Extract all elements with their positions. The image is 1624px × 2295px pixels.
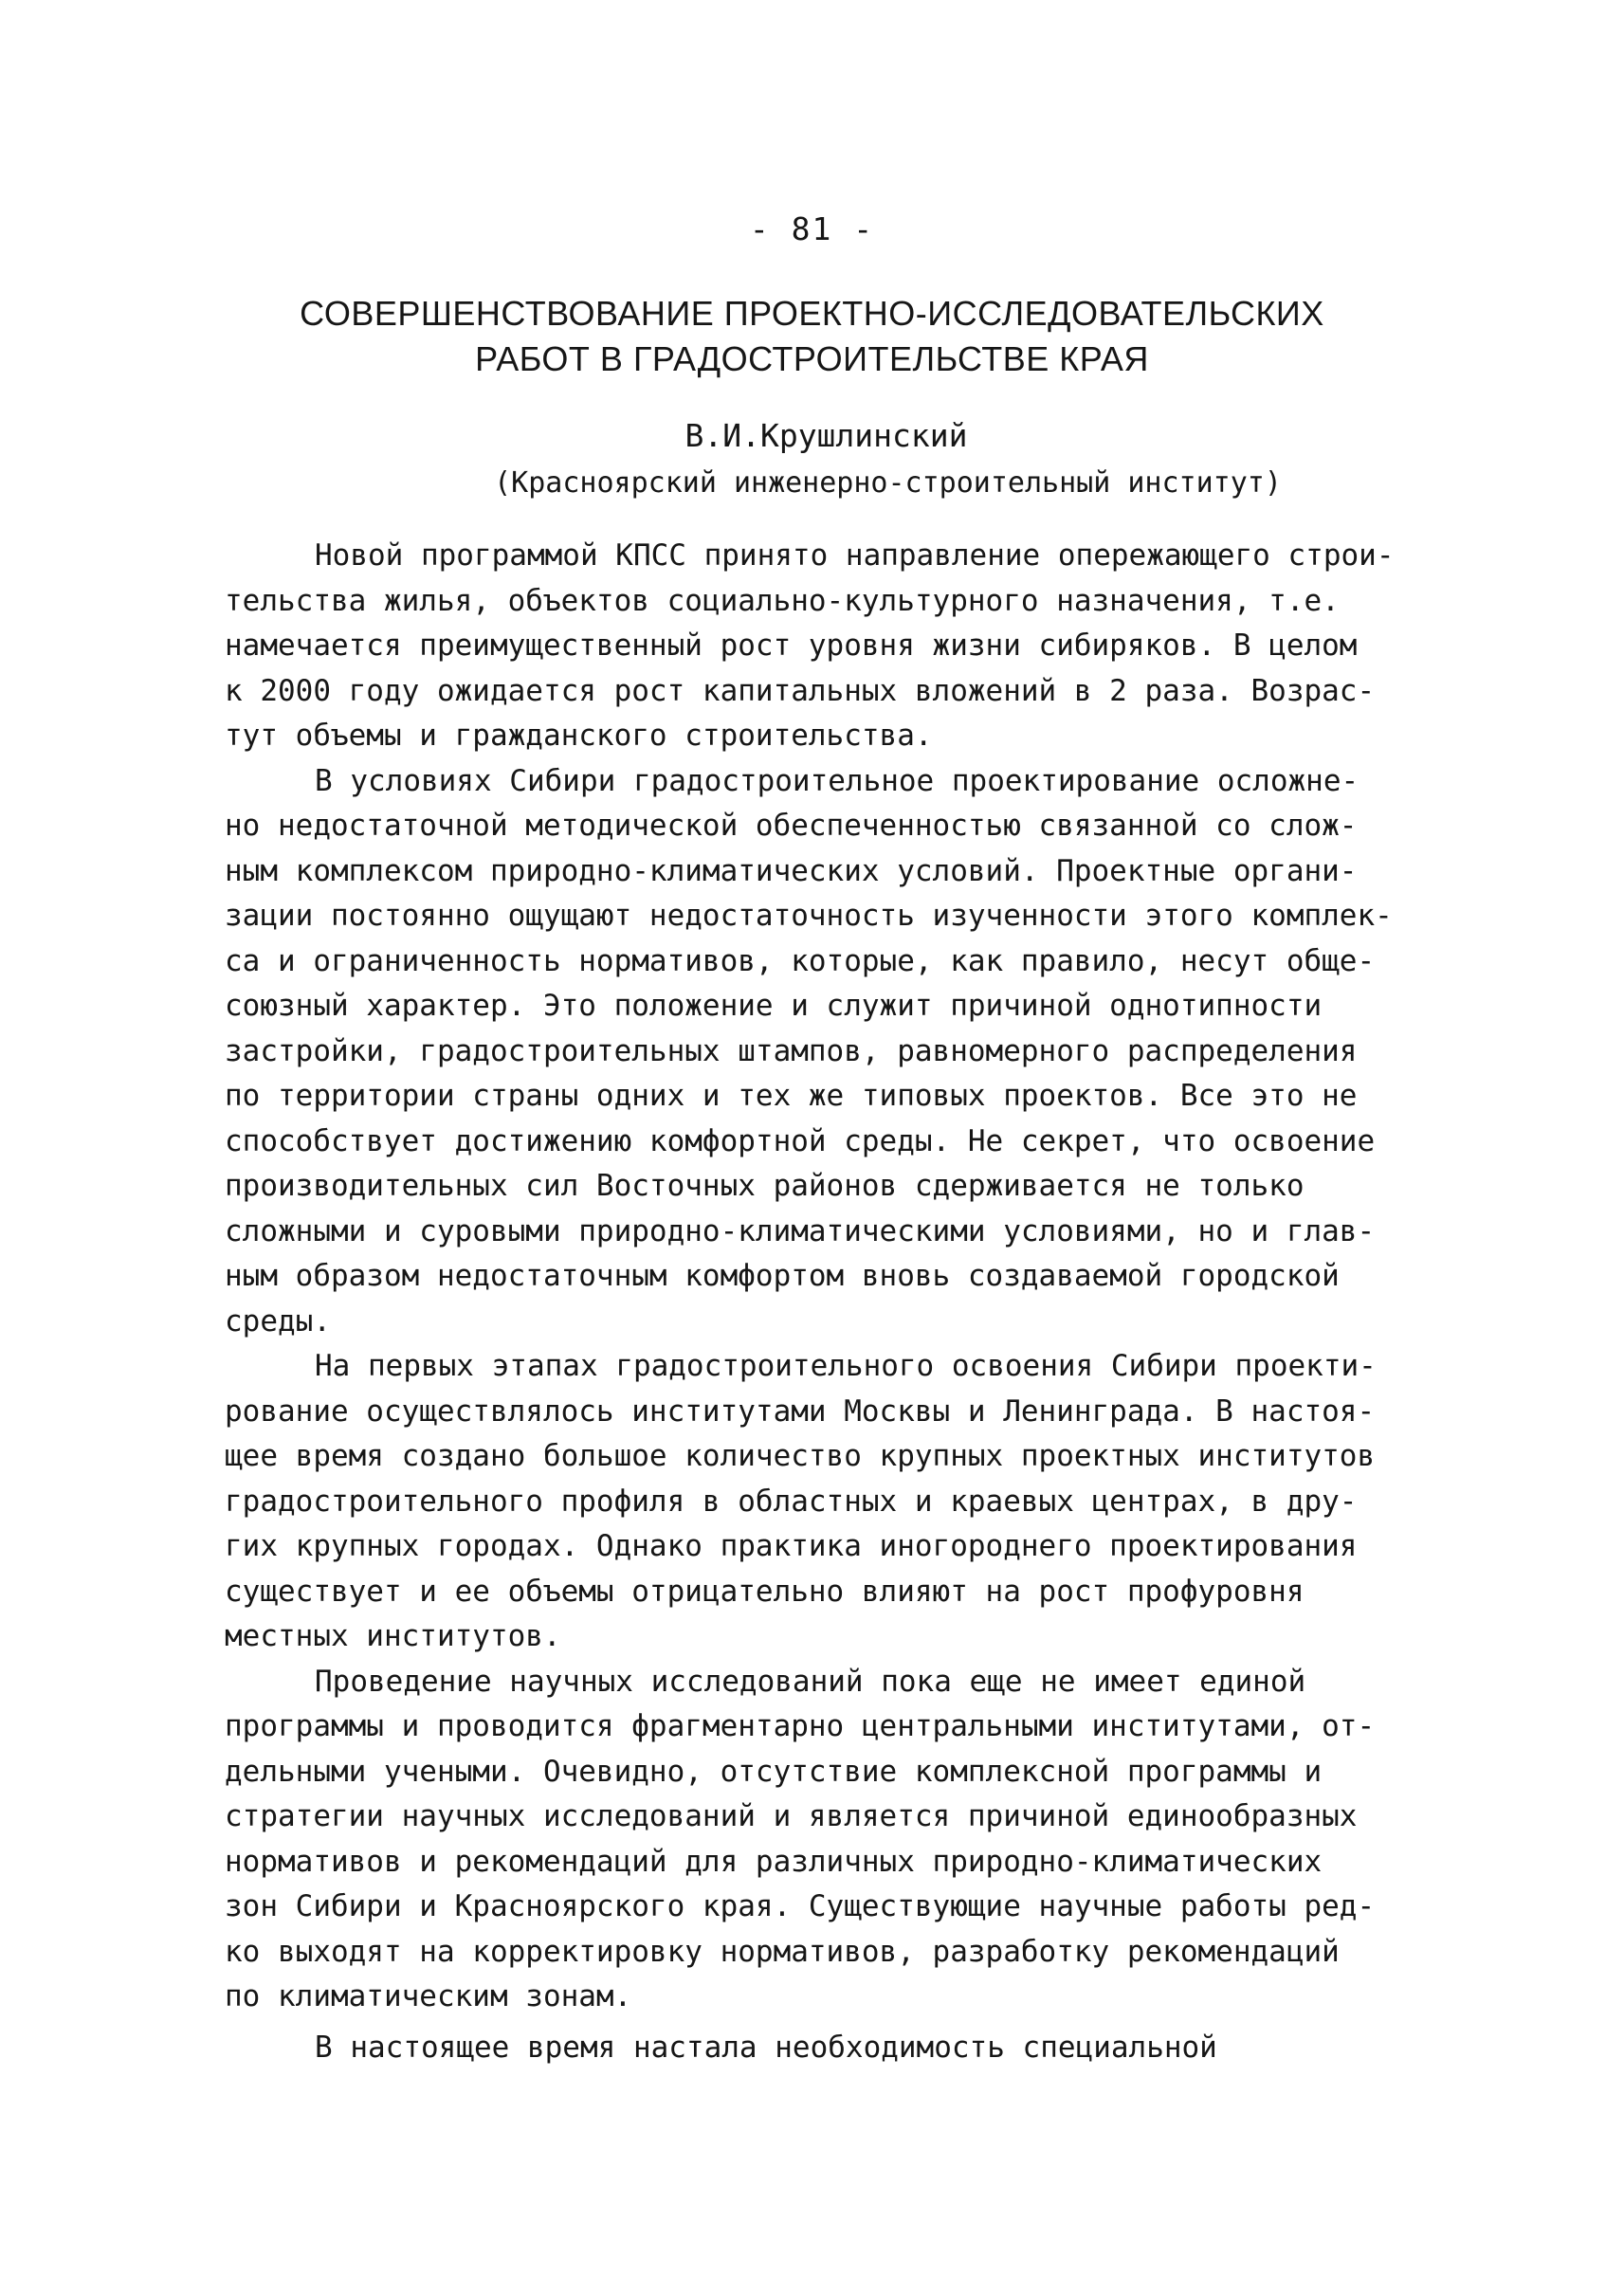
- body-line: способствует достижению комфортной среды. Не секрет, что освоение: [225, 1123, 1376, 1158]
- body-line: дельными учеными. Очевидно, отсутствие комплексной программы и: [225, 1754, 1323, 1789]
- body-line: по климатическим зонам.: [225, 1979, 632, 2013]
- body-line: среды.: [225, 1303, 331, 1339]
- body-line: са и ограниченность нормативов, которые, как правило, несут обще-: [225, 943, 1376, 978]
- body-line: к 2000 году ожидается рост капитальных вложений в 2 раза. Возрас-: [225, 673, 1376, 708]
- body-line: В настоящее время настала необходимость специальной: [315, 2030, 1217, 2065]
- body-line: застройки, градостроительных штампов, равномерного распределения: [225, 1033, 1358, 1068]
- body-line: щее время создано большое количество крупных проектных институтов: [225, 1439, 1376, 1473]
- body-line: рование осуществлялось институтами Москвы и Ленинграда. В настоя-: [225, 1393, 1376, 1429]
- body-line: программы и проводится фрагментарно центральными институтами, от-: [225, 1709, 1376, 1743]
- body-line: тельства жилья, объектов социально-культурного назначения, т.е.: [225, 583, 1340, 618]
- body-line: градостроительного профиля в областных и краевых центрах, в дру-: [225, 1484, 1358, 1519]
- body-line: зон Сибири и Красноярского края. Существующие научные работы ред-: [225, 1889, 1376, 1923]
- body-line: зации постоянно ощущают недостаточность изученности этого комплек-: [225, 899, 1393, 933]
- body-line: производительных сил Восточных районов сдерживается не только: [225, 1169, 1305, 1203]
- body-line: Новой программой КПСС принято направление опережающего строи-: [315, 538, 1395, 573]
- body-line: союзный характер. Это положение и служит причиной однотипности: [225, 989, 1323, 1023]
- body-line: ным образом недостаточным комфортом вновь создаваемой городской: [225, 1259, 1340, 1293]
- article-title: [218, 291, 1406, 382]
- page-number: - 81 -: [749, 210, 875, 247]
- title-line: СОВЕРШЕНСТВОВАНИЕ ПРОЕКТНО-ИССЛЕДОВАТЕЛЬСКИХ: [300, 294, 1324, 333]
- body-line: ко выходят на корректировку нормативов, разработку рекомендаций: [225, 1934, 1340, 1969]
- body-line: гих крупных городах. Однако практика иногороднего проектирования: [225, 1529, 1358, 1563]
- body-line: намечается преимущественный рост уровня жизни сибиряков. В целом: [225, 628, 1358, 663]
- body-line: стратегии научных исследований и является причиной единообразных: [225, 1799, 1358, 1833]
- body-line: по территории страны одних и тех же типовых проектов. Все это не: [225, 1079, 1358, 1113]
- body-line: местных институтов.: [225, 1619, 561, 1653]
- author-name: В.И.Крушлинский: [684, 417, 968, 454]
- body-line: тут объемы и гражданского строительства.: [225, 719, 933, 753]
- body-line: В условиях Сибири градостроительное проектирование осложне-: [315, 763, 1359, 798]
- body-line: На первых этапах градостроительного освоения Сибири проекти-: [315, 1349, 1377, 1383]
- body-line: Проведение научных исследований пока еще не имеет единой: [315, 1664, 1306, 1699]
- author-affiliation: (Красноярский инженерно-строительный институт): [494, 466, 1282, 500]
- body-line: существует и ее объемы отрицательно влияют на рост профуровня: [225, 1574, 1305, 1609]
- body-line: но недостаточной методической обеспеченностью связанной со слож-: [225, 809, 1358, 843]
- body-line: нормативов и рекомендаций для различных природно-климатических: [225, 1844, 1323, 1879]
- article-body: [225, 534, 1457, 2070]
- body-line: ным комплексом природно-климатических условий. Проектные органи-: [225, 853, 1358, 888]
- title-line: РАБОТ В ГРАДОСТРОИТЕЛЬСТВЕ КРАЯ: [475, 339, 1149, 378]
- body-line: сложными и суровыми природно-климатическими условиями, но и глав-: [225, 1213, 1376, 1248]
